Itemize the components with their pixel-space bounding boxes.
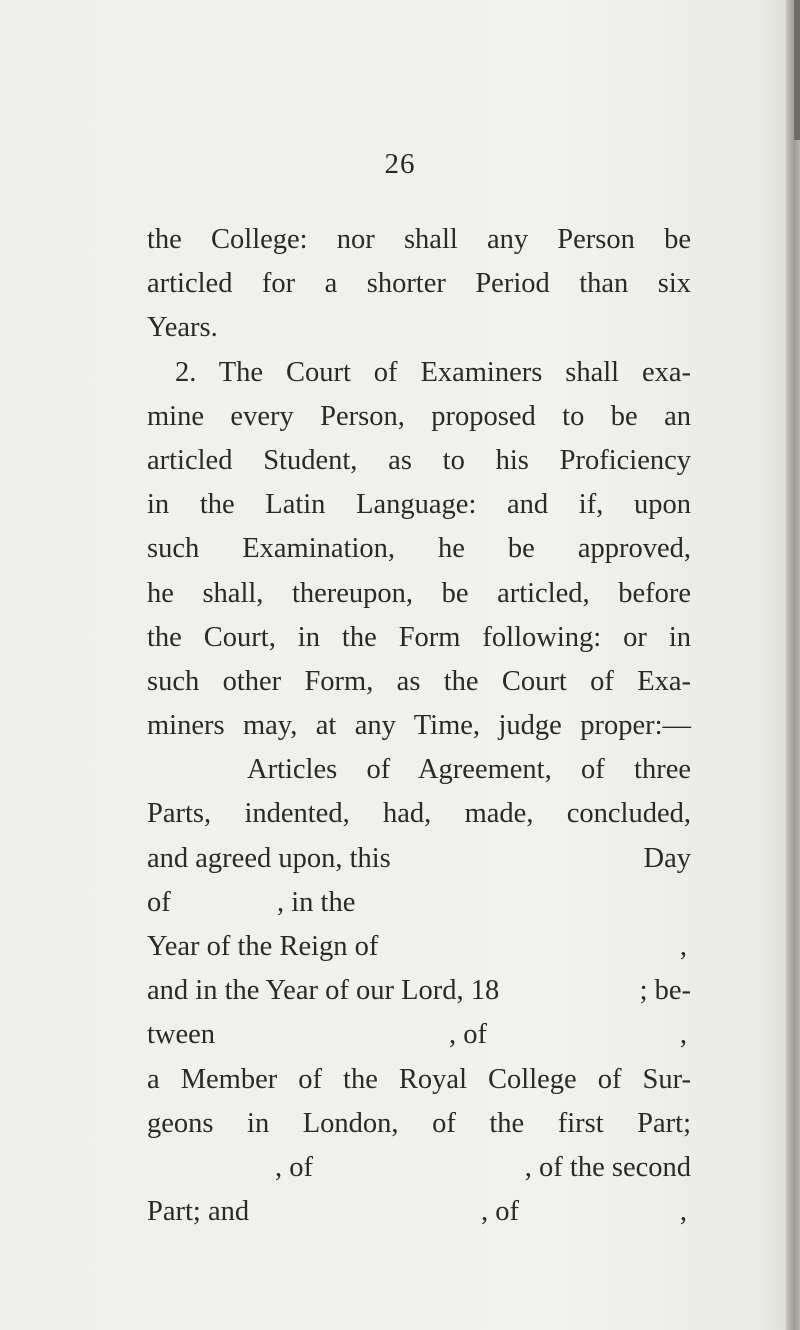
text-line: articled for a shorter Period than six (147, 268, 691, 300)
text-segment: , (679, 931, 687, 962)
text-line: articled Student, as to his Proficiency (147, 444, 691, 476)
text-line: mine every Person, proposed to be an (147, 400, 691, 432)
body-text (147, 218, 691, 1234)
text-line: such Examination, he be approved, (147, 533, 691, 565)
text-line: the Court, in the Form following: or in (147, 621, 691, 653)
form-line (147, 1013, 691, 1057)
text-segment: tween (147, 1019, 216, 1051)
page-edge-shadow (786, 0, 800, 1330)
text-segment: Part; and (147, 1196, 250, 1228)
text-segment: , of (275, 1151, 313, 1183)
text-segment: , (679, 1196, 687, 1228)
text-line: in the Latin Language: and if, upon (147, 489, 691, 521)
text-line: a Member of the Royal College of Sur- (147, 1063, 691, 1095)
form-line (147, 969, 691, 1013)
text-line: miners may, at any Time, judge proper:— (147, 710, 691, 742)
text-segment: Day (643, 842, 691, 874)
form-line (147, 881, 691, 925)
text-line: Articles of Agreement, of three (247, 754, 691, 786)
form-line (147, 1146, 691, 1190)
text-segment: , (679, 1019, 687, 1051)
text-segment: of (147, 886, 171, 918)
text-line: geons in London, of the first Part; (147, 1107, 691, 1139)
page-number: 26 (384, 148, 416, 180)
text-line: Years. (147, 312, 218, 344)
form-line (147, 837, 691, 881)
text-segment: , of (449, 1019, 487, 1051)
binding-shadow (794, 0, 800, 140)
text-line: such other Form, as the Court of Exa- (147, 665, 691, 697)
text-segment: , in the (277, 886, 356, 918)
form-line (147, 925, 691, 969)
text-line: he shall, thereupon, be articled, before (147, 577, 691, 609)
text-line: 2. The Court of Examiners shall exa- (175, 356, 691, 388)
text-segment: , of (481, 1196, 519, 1228)
text-segment: , of the second (524, 1151, 691, 1183)
text-segment: and agreed upon, this (147, 842, 391, 874)
text-segment: and in the Year of our Lord, 18 (147, 975, 500, 1007)
text-line: Parts, indented, had, made, concluded, (147, 798, 691, 830)
text-segment: Year of the Reign of (147, 931, 379, 962)
form-line (147, 1190, 691, 1234)
text-line: the College: nor shall any Person be (147, 224, 691, 255)
text-segment: ; be- (639, 975, 691, 1007)
